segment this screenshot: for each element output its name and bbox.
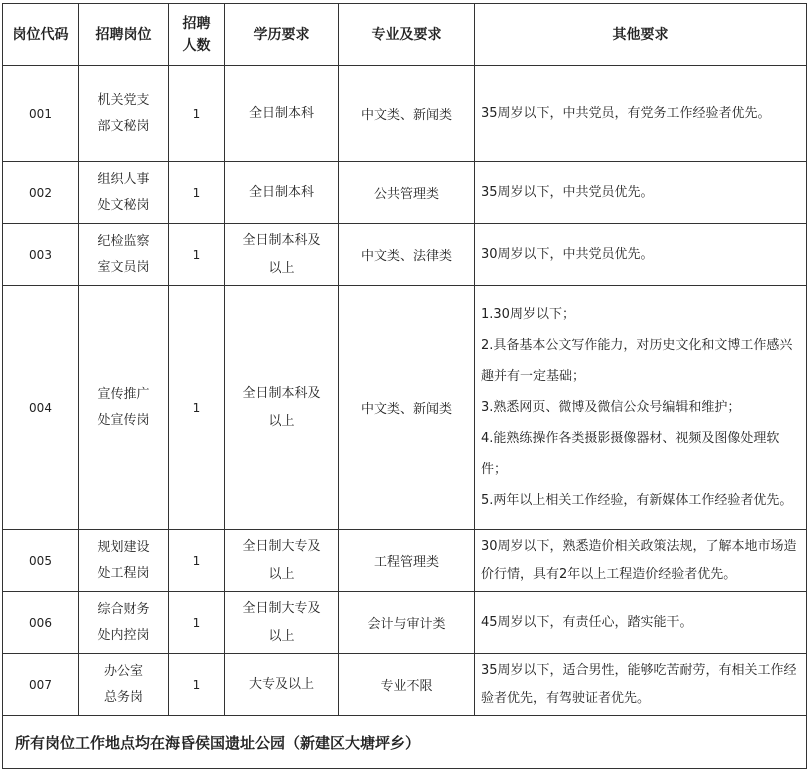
header-other: 其他要求: [475, 4, 807, 66]
other-requirement-line: 4.能熟练操作各类摄影摄像器材、视频及图像处理软件；: [481, 431, 780, 477]
cell-code: [3, 592, 79, 654]
cell-major: [339, 530, 475, 592]
code-text: 005: [29, 553, 52, 568]
education-line1: 全日制大专及: [242, 600, 321, 616]
other-requirement-line: 5.两年以上相关工作经验，有新媒体工作经验者优先。: [481, 493, 793, 508]
major-text: 公共管理类: [373, 187, 439, 202]
cell-code: [3, 66, 79, 162]
code-text: 007: [29, 677, 52, 692]
cell-count: [169, 530, 225, 592]
cell-count: [169, 66, 225, 162]
position-line1: 办公室: [103, 663, 143, 679]
count-text: 1: [192, 677, 201, 692]
education-line2: 以上: [268, 566, 295, 582]
count-text: 1: [192, 106, 201, 121]
position-line1: 规划建设: [97, 539, 150, 555]
code-text: 001: [29, 106, 52, 121]
cell-code: [3, 162, 79, 224]
header-count-line2: 人数: [182, 37, 211, 54]
position-line1: 组织人事: [97, 171, 150, 187]
cell-code: [3, 224, 79, 286]
cell-code: [3, 530, 79, 592]
other-requirement-line: 35周岁以下，中共党员，有党务工作经验者优先。: [481, 105, 771, 121]
major-text: 专业不限: [380, 679, 433, 694]
cell-major: [339, 286, 475, 530]
cell-position: [79, 224, 169, 286]
table-row: [3, 224, 807, 286]
education-line1: 全日制大专及: [242, 538, 321, 554]
other-requirement-line: 2.具备基本公文写作能力，对历史文化和文博工作感兴趣并有一定基础；: [481, 338, 793, 384]
other-requirement-line: 3.熟悉网页、微博及微信公众号编辑和维护；: [481, 400, 741, 415]
count-text: 1: [192, 553, 201, 568]
cell-education: [225, 592, 339, 654]
major-text: 中文类、新闻类: [360, 402, 452, 417]
count-text: 1: [192, 247, 201, 262]
position-line1: 纪检监察: [97, 233, 150, 249]
cell-count: [169, 286, 225, 530]
position-line2: 处工程岗: [97, 565, 150, 581]
position-line2: 处宣传岗: [97, 412, 150, 428]
cell-education: [225, 224, 339, 286]
header-major: 专业及要求: [339, 4, 475, 66]
cell-other: [475, 592, 807, 654]
count-text: 1: [192, 615, 201, 630]
cell-other: [475, 162, 807, 224]
cell-other: [475, 286, 807, 530]
header-position: 招聘岗位: [79, 4, 169, 66]
header-code: 岗位代码: [3, 4, 79, 66]
major-text: 中文类、新闻类: [360, 108, 452, 123]
cell-code: [3, 286, 79, 530]
cell-major: [339, 66, 475, 162]
cell-count: [169, 592, 225, 654]
major-text: 中文类、法律类: [360, 249, 452, 264]
major-text: 会计与审计类: [367, 617, 446, 632]
education-line2: 以上: [268, 413, 295, 429]
cell-count: [169, 654, 225, 716]
cell-position: [79, 654, 169, 716]
code-text: 006: [29, 615, 52, 630]
footer-row: [3, 716, 807, 769]
education-line2: 以上: [268, 260, 295, 276]
other-requirement-line: 35周岁以下，中共党员优先。: [481, 184, 654, 200]
education-line1: 全日制本科及: [242, 232, 321, 248]
education-line1: 全日制本科: [248, 105, 314, 121]
other-requirement-line: 45周岁以下，有责任心，踏实能干。: [481, 614, 693, 630]
table-row: [3, 654, 807, 716]
cell-count: [169, 162, 225, 224]
cell-other: [475, 66, 807, 162]
cell-other: [475, 530, 807, 592]
footer-note: 所有岗位工作地点均在海昏侯国遗址公园（新建区大塘坪乡）: [3, 716, 807, 769]
cell-position: [79, 592, 169, 654]
position-line1: 宣传推广: [97, 386, 150, 402]
count-text: 1: [192, 400, 201, 415]
major-text: 工程管理类: [373, 555, 439, 570]
code-text: 002: [29, 185, 52, 200]
cell-position: [79, 162, 169, 224]
position-line2: 部文秘岗: [97, 118, 150, 134]
table-row: [3, 66, 807, 162]
cell-major: [339, 592, 475, 654]
cell-count: [169, 224, 225, 286]
cell-position: [79, 530, 169, 592]
other-requirement-line: 30周岁以下，中共党员优先。: [481, 246, 654, 262]
cell-education: [225, 530, 339, 592]
cell-other: [475, 654, 807, 716]
cell-education: [225, 162, 339, 224]
cell-code: [3, 654, 79, 716]
table-row: [3, 530, 807, 592]
cell-education: [225, 286, 339, 530]
position-line1: 机关党支: [97, 92, 150, 108]
position-line2: 室文员岗: [97, 259, 150, 275]
education-line1: 大专及以上: [248, 676, 314, 692]
table-row: [3, 592, 807, 654]
header-education: 学历要求: [225, 4, 339, 66]
cell-education: [225, 654, 339, 716]
education-line2: 以上: [268, 628, 295, 644]
cell-education: [225, 66, 339, 162]
other-requirement-line: 30周岁以下，熟悉造价相关政策法规，了解本地市场造价行情，具有2年以上工程造价经验者优先。: [481, 538, 797, 582]
position-line2: 处文秘岗: [97, 197, 150, 213]
code-text: 003: [29, 247, 52, 262]
cell-major: [339, 162, 475, 224]
education-line1: 全日制本科及: [242, 385, 321, 401]
position-line2: 总务岗: [103, 689, 143, 705]
table-row: [3, 162, 807, 224]
cell-other: [475, 224, 807, 286]
other-requirement-line: 35周岁以下，适合男性，能够吃苦耐劳，有相关工作经验者优先，有驾驶证者优先。: [481, 662, 797, 706]
count-text: 1: [192, 185, 201, 200]
cell-major: [339, 224, 475, 286]
table-row: [3, 286, 807, 530]
header-row: [3, 4, 807, 66]
education-line1: 全日制本科: [248, 184, 314, 200]
recruitment-table: [2, 3, 807, 769]
position-line1: 综合财务: [97, 601, 150, 617]
header-count-line1: 招聘: [182, 15, 211, 32]
other-requirement-line: 1.30周岁以下；: [481, 307, 575, 322]
cell-position: [79, 286, 169, 530]
cell-position: [79, 66, 169, 162]
header-count: [169, 4, 225, 66]
code-text: 004: [29, 400, 52, 415]
cell-major: [339, 654, 475, 716]
position-line2: 处内控岗: [97, 627, 150, 643]
